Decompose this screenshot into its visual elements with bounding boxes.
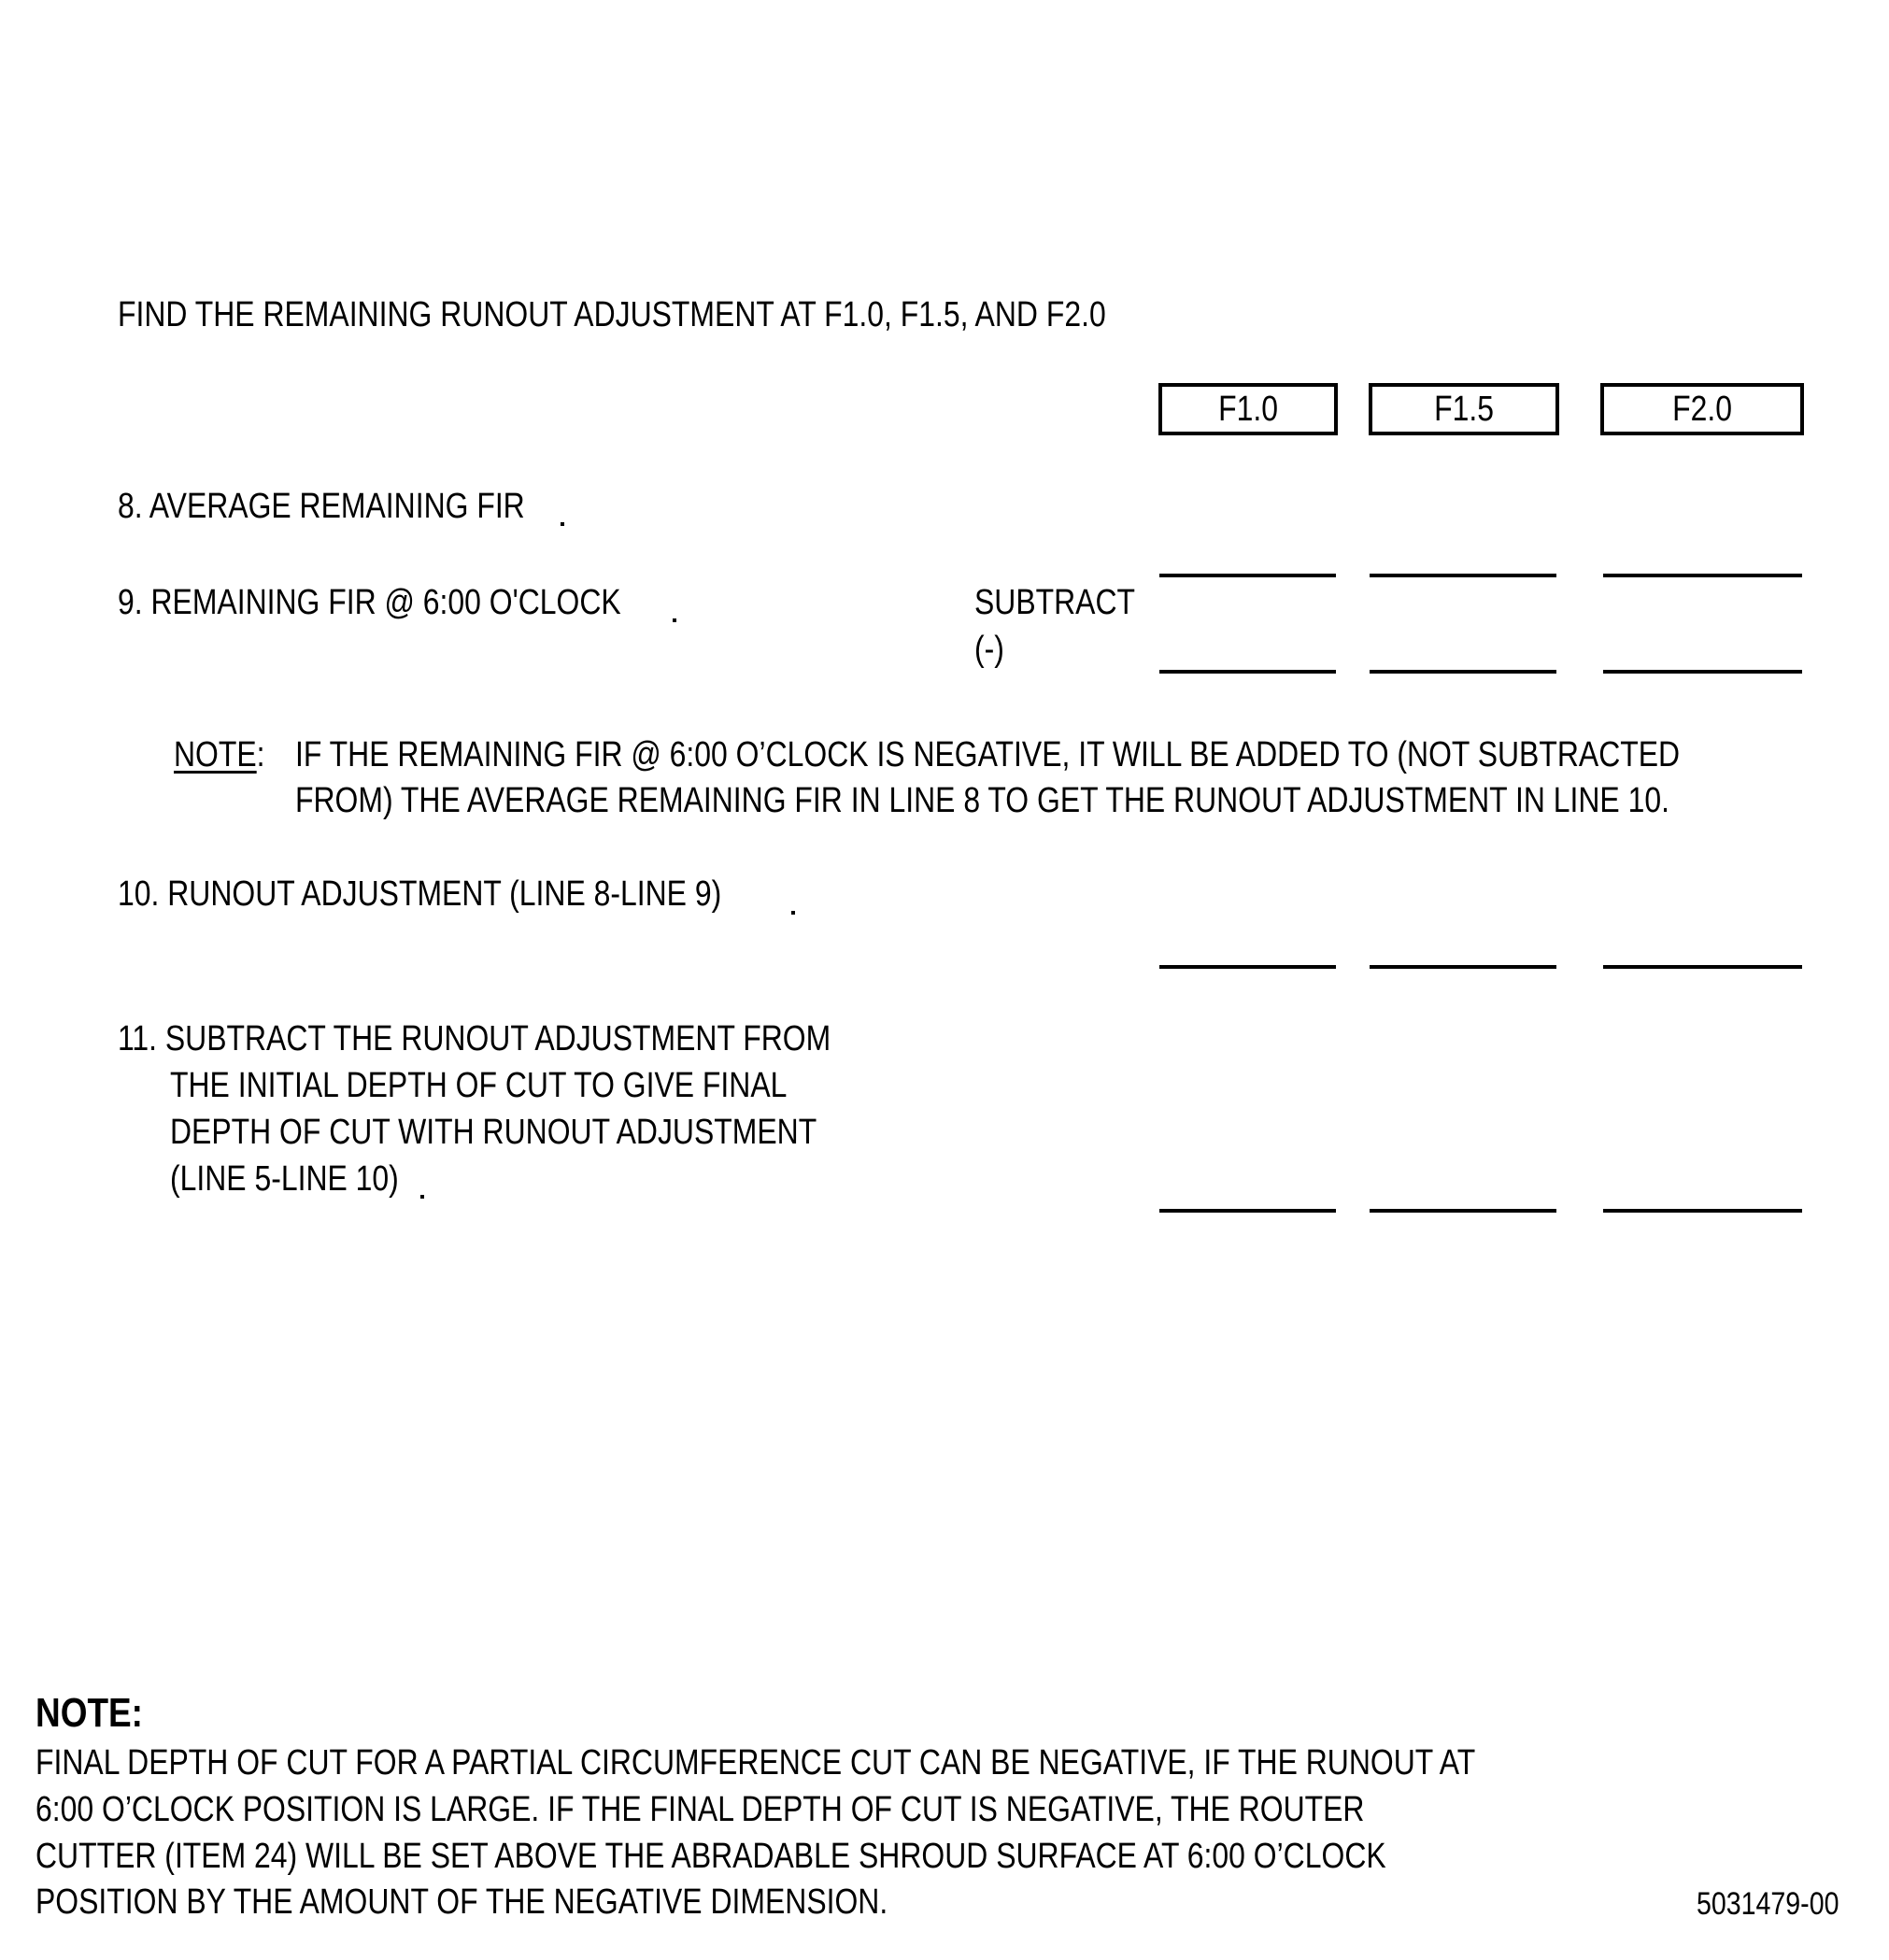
bottom-note-line-2: 6:00 O’CLOCK POSITION IS LARGE. IF THE FINAL DEPTH OF CUT IS NEGATIVE, THE ROUTER [36, 1790, 1365, 1829]
line-11-blank-f2-0[interactable] [1603, 1209, 1802, 1213]
line-10-blank-f1-0[interactable] [1159, 965, 1336, 969]
line-9-period [673, 618, 676, 622]
line-11-blank-f1-0[interactable] [1159, 1209, 1336, 1213]
inline-note-label-word: NOTE [174, 735, 257, 774]
inline-note-label [174, 731, 265, 778]
bottom-note-line-3: CUTTER (ITEM 24) WILL BE SET ABOVE THE ABRADABLE SHROUD SURFACE AT 6:00 O’CLOCK [36, 1837, 1386, 1876]
inline-note-line-2: FROM) THE AVERAGE REMAINING FIR IN LINE 8 TO GET THE RUNOUT ADJUSTMENT IN LINE 10. [295, 781, 1669, 820]
line-11-text-3: DEPTH OF CUT WITH RUNOUT ADJUSTMENT [170, 1113, 817, 1152]
line-8-period [561, 522, 564, 526]
bottom-note-line-1: FINAL DEPTH OF CUT FOR A PARTIAL CIRCUMFERENCE CUT CAN BE NEGATIVE, IF THE RUNOUT AT [36, 1743, 1476, 1782]
line-9-blank-f1-5[interactable] [1370, 670, 1556, 674]
line-10-blank-f1-5[interactable] [1370, 965, 1556, 969]
column-header-f1-5 [1369, 383, 1559, 435]
line-9-label: 9. REMAINING FIR @ 6:00 O'CLOCK [118, 583, 621, 622]
column-header-f1-0-label: F1.0 [1218, 390, 1278, 429]
line-11-blank-f1-5[interactable] [1370, 1209, 1556, 1213]
line-8-blank-f2-0[interactable] [1603, 574, 1802, 577]
line-11-text-4: (LINE 5-LINE 10) [170, 1159, 399, 1199]
inline-note-colon: : [256, 735, 265, 774]
line-11-period [420, 1195, 424, 1199]
line-9-blank-f2-0[interactable] [1603, 670, 1802, 674]
line-8-blank-f1-5[interactable] [1370, 574, 1556, 577]
bottom-note-line-4: POSITION BY THE AMOUNT OF THE NEGATIVE DIMENSION. [36, 1882, 888, 1922]
column-header-f1-5-label: F1.5 [1434, 390, 1494, 429]
bottom-note-title: NOTE: [36, 1690, 143, 1736]
figure-number: 5031479-00 [1697, 1886, 1839, 1922]
inline-note-line-1: IF THE REMAINING FIR @ 6:00 O’CLOCK IS NEGATIVE, IT WILL BE ADDED TO (NOT SUBTRACTED [295, 735, 1681, 774]
line-10-blank-f2-0[interactable] [1603, 965, 1802, 969]
subtract-label: SUBTRACT [974, 583, 1136, 622]
column-header-f2-0 [1600, 383, 1804, 435]
line-10-label: 10. RUNOUT ADJUSTMENT (LINE 8-LINE 9) [118, 874, 722, 914]
line-8-blank-f1-0[interactable] [1159, 574, 1336, 577]
column-header-f2-0-label: F2.0 [1672, 390, 1732, 429]
subtract-sign: (-) [974, 630, 1004, 669]
line-9-blank-f1-0[interactable] [1159, 670, 1336, 674]
line-10-period [791, 911, 795, 915]
line-8-label: 8. AVERAGE REMAINING FIR [118, 487, 525, 526]
instruction-text: FIND THE REMAINING RUNOUT ADJUSTMENT AT F1.0, F1.5, AND F2.0 [118, 295, 1106, 334]
column-header-f1-0 [1158, 383, 1338, 435]
line-11-text-2: THE INITIAL DEPTH OF CUT TO GIVE FINAL [170, 1066, 788, 1105]
line-11-text-1: 11. SUBTRACT THE RUNOUT ADJUSTMENT FROM [118, 1019, 831, 1058]
